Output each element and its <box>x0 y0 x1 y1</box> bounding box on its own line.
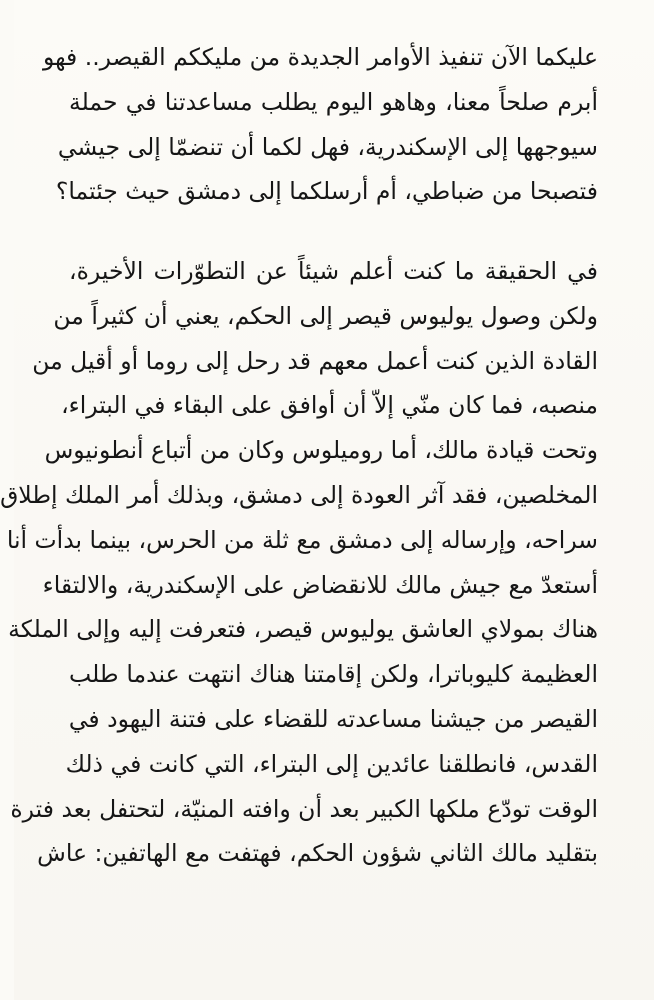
paragraph-2 <box>0 249 598 876</box>
text-line: القدس، فانطلقنا عائدين إلى البتراء، التي كانت في ذلك <box>65 749 598 778</box>
text-line: المخلصين، فقد آثر العودة إلى دمشق، وبذلك أمر الملك إطلاق <box>0 480 598 509</box>
text-line: أستعدّ مع جيش مالك للانقضاض على الإسكندرية، والالتقاء <box>42 570 598 599</box>
text-line: ولكن وصول يوليوس قيصر إلى الحكم، يعني أن كثيراً من <box>53 301 598 330</box>
text-line: أبرم صلحاً معنا، وهاهو اليوم يطلب مساعدتنا في حملة <box>69 87 598 116</box>
text-line: وتحت قيادة مالك، أما روميلوس وكان من أتباع أنطونيوس <box>44 436 598 465</box>
text-line: العظيمة كليوباترا، ولكن إقامتنا هناك انتهت عندما طلب <box>69 660 598 689</box>
text-line: منصبه، فما كان منّي إلاّ أن أوافق على البقاء في البتراء، <box>61 391 598 420</box>
paragraph-1 <box>43 35 598 214</box>
text-line: القادة الذين كنت أعمل معهم قد رحل إلى روما أو أقيل من <box>32 346 598 375</box>
text-line: الوقت تودّع ملكها الكبير بعد أن وافته المنيّة، لتحتفل بعد فترة <box>10 794 598 823</box>
text-line: سيوجهها إلى الإسكندرية، فهل لكما أن تنضمّا إلى جيشي <box>57 132 598 161</box>
text-line: سراحه، وإرساله إلى دمشق مع ثلة من الحرس، بينما بدأت أنا <box>6 525 598 554</box>
text-line: عليكما الآن تنفيذ الأوامر الجديدة من مليككم القيصر.. فهو <box>43 43 598 71</box>
text-line: بتقليد مالك الثاني شؤون الحكم، فهتفت مع الهاتفين: عاش <box>37 839 598 868</box>
text-line: القيصر من جيشنا مساعدته للقضاء على فتنة اليهود في <box>68 704 598 733</box>
text-line: هناك بمولاي العاشق يوليوس قيصر، فتعرفت إليه وإلى الملكة <box>8 615 598 644</box>
text-line: فتصبحا من ضباطي، أم أرسلكما إلى دمشق حيث جئتما؟ <box>55 177 598 206</box>
text-line: في الحقيقة ما كنت أعلم شيئاً عن التطوّرات الأخيرة، <box>69 257 598 285</box>
